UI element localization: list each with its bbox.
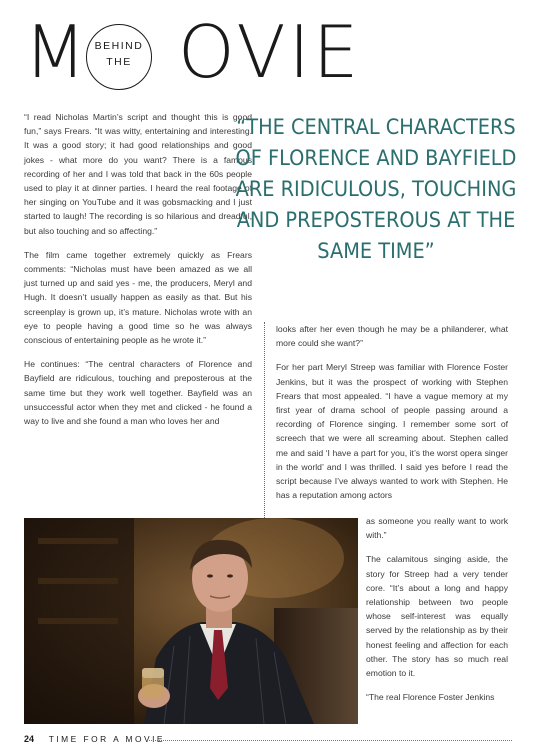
paragraph: The film came together extremely quickly as Frears comments: “Nicholas must have been amazed as we all just turned up and said yes - me, the producers, Meryl and Hugh. It doesn’t usually happen as easily as that. But his screenplay is grown up, it’s mature. Nicholas wrote with an eye to people having a good time so he was always conscious of entertaining people as he wrote it.” — [24, 249, 252, 346]
film-still-photo — [24, 518, 358, 724]
paragraph: He continues: “The central characters of Florence and Bayfield are ridiculous, touching and preposterous at the same time but they work well together. Bayfield was an unsuccessful actor when they met and clicked - he found a way to live and she found a man who loves her and — [24, 359, 252, 427]
masthead — [24, 6, 362, 94]
circle-text-behind: BEHIND — [94, 40, 144, 52]
page-number: 24 — [24, 734, 35, 744]
column-divider — [264, 322, 265, 540]
right-column-top — [276, 322, 508, 512]
left-column — [24, 110, 252, 438]
paragraph: as someone you really want to work with.” — [366, 516, 508, 541]
right-column-bottom — [366, 514, 508, 714]
footer-rule — [146, 740, 512, 741]
paragraph: “I read Nicholas Martin’s script and thought this is good fun,” says Frears. “It was witty, entertaining and interesting. It was a good story; it had good relationships and good jokes - what more do you want? There is a famous recording of her and I was told that back in the 60s people used to play it at dinner parties. I heard the real footage of her singing on YouTube and it was gobsmacking and I just started to laugh! The recording is so hilarious and dreadful, but also touching and so affecting.” — [24, 112, 252, 236]
magazine-title: TIME FOR A MOVIE — [48, 734, 166, 744]
paragraph: The calamitous singing aside, the story for Streep had a very tender core. “It’s about a long and happy relationship between two people whose self-interest was equally served by the relationship as by their honest feeling and affection for each other. The story has so much real emotion to it. — [366, 554, 508, 679]
masthead-ovie: OVIE — [178, 10, 362, 94]
pull-quote: “THE CENTRAL CHARACTERS OF FLORENCE AND BAYFIELD ARE RIDICULOUS, TOUCHING AND PREPOSTEROUS AT THE SAME TIME” — [235, 115, 517, 264]
paragraph: “The real Florence Foster Jenkins — [366, 692, 495, 703]
paragraph: For her part Meryl Streep was familiar with Florence Foster Jenkins, but it was the prospect of working with Stephen Frears that most appealed. “I have a vague memory at my first year of drama school of people passing around a recording of Florence singing. I remember some sort of screech that we were all screaming about. Stephen called me and said ‘I have a part for you, it’s the worst opera singer in the world’ and I was thrilled. I said yes before I read the script because I’ve always wanted to work with Stephen. He has a reputation among actors — [276, 362, 508, 501]
circle-text-the: THE — [106, 56, 132, 68]
paragraph: looks after her even though he may be a philanderer, what more could she want?” — [276, 324, 508, 349]
page-footer — [24, 734, 514, 748]
masthead-m: M — [24, 10, 90, 94]
